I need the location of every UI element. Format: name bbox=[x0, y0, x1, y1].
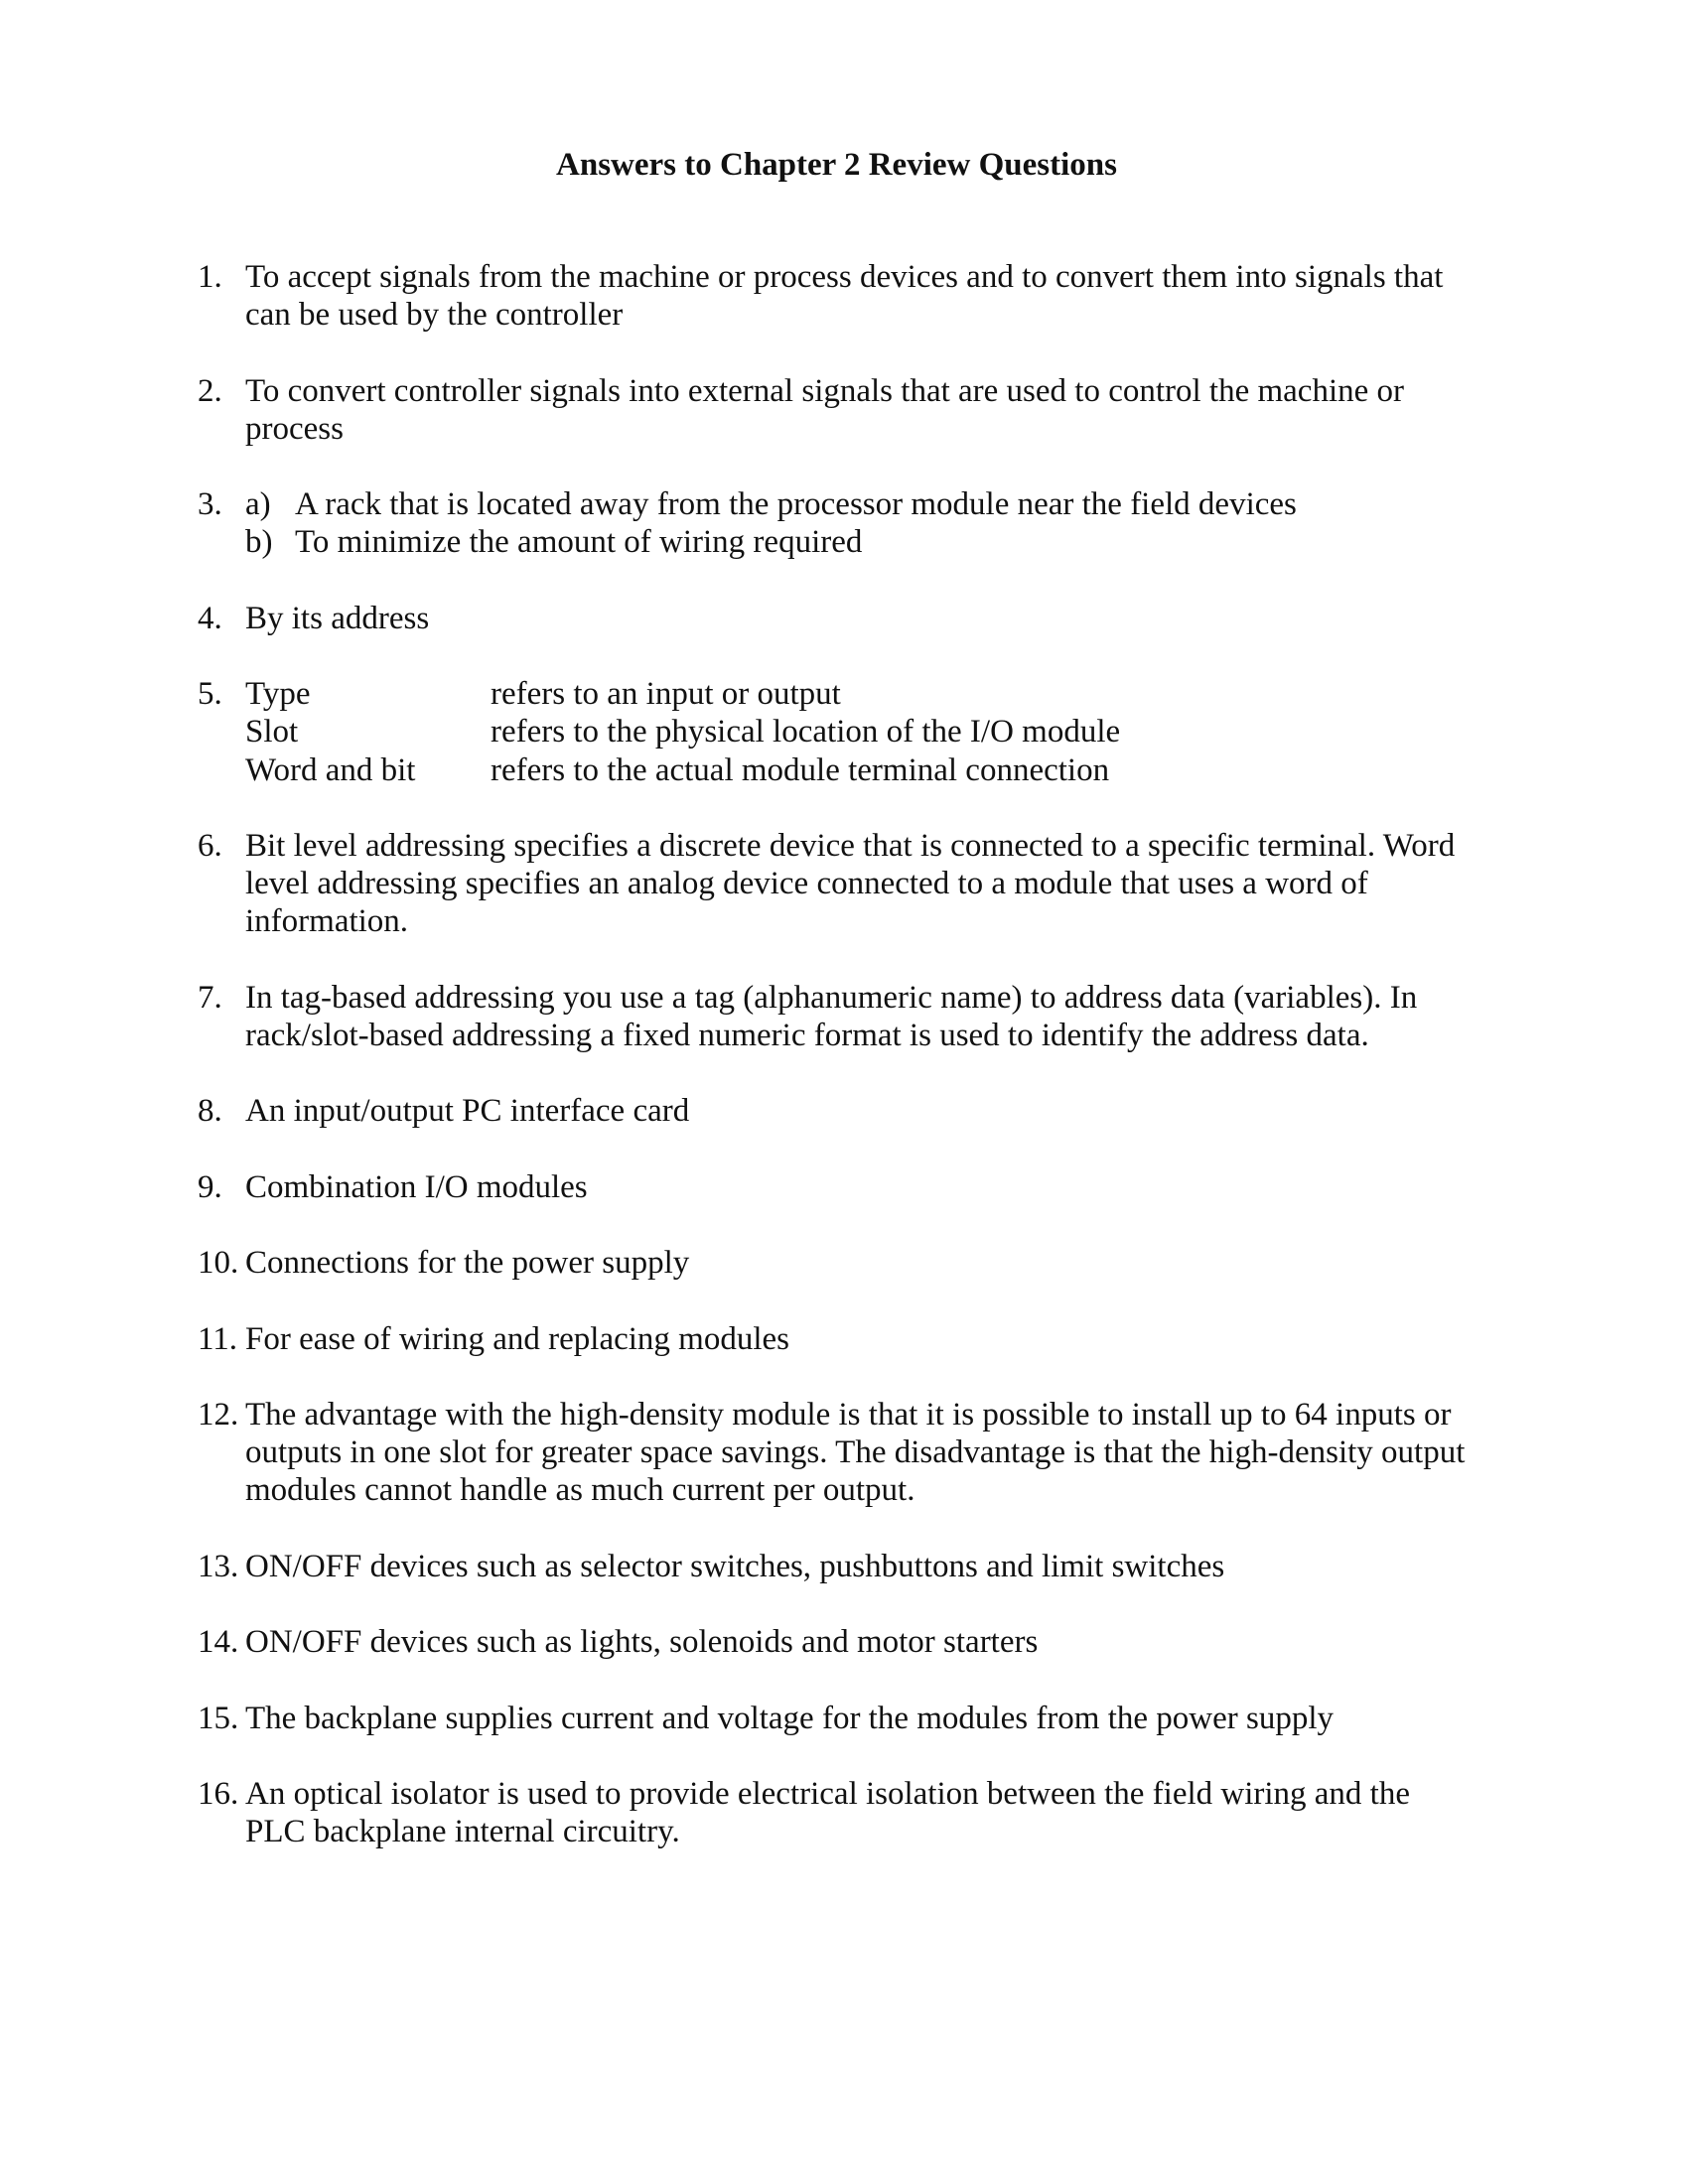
term-description: refers to the physical location of the I/O module bbox=[491, 714, 1121, 751]
answer-line: To accept signals from the machine or process devices and to convert them into signals that bbox=[245, 259, 1444, 295]
answer-number: 10. bbox=[198, 1245, 239, 1282]
answer-item bbox=[198, 1168, 1488, 1206]
answer-line: By its address bbox=[245, 600, 430, 636]
answer-item bbox=[198, 1396, 1488, 1510]
answer-line: can be used by the controller bbox=[245, 297, 624, 334]
answer-number: 15. bbox=[198, 1700, 239, 1736]
answer-item bbox=[198, 1700, 1488, 1737]
answer-item bbox=[198, 1244, 1488, 1282]
answer-number: 9. bbox=[198, 1168, 222, 1205]
answer-line: An input/output PC interface card bbox=[245, 1093, 690, 1130]
answer-item bbox=[198, 675, 1488, 789]
answer-line: The advantage with the high-density module is that it is possible to install up to 64 inputs or bbox=[245, 1396, 1452, 1433]
answer-line: modules cannot handle as much current per output. bbox=[245, 1472, 915, 1509]
term-name: Type bbox=[245, 676, 311, 713]
subpart-text: A rack that is located away from the processor module near the field devices bbox=[295, 486, 1297, 523]
answer-number: 14. bbox=[198, 1624, 239, 1661]
answer-item bbox=[198, 1548, 1488, 1585]
answer-line: An optical isolator is used to provide electrical isolation between the field wiring and the bbox=[245, 1775, 1410, 1812]
answer-item bbox=[198, 827, 1488, 941]
answer-number: 13. bbox=[198, 1548, 239, 1584]
answer-line: ON/OFF devices such as lights, solenoids and motor starters bbox=[245, 1624, 1039, 1661]
answer-line: information. bbox=[245, 903, 409, 940]
answer-number: 3. bbox=[198, 486, 222, 523]
answer-number: 7. bbox=[198, 979, 222, 1016]
answer-subpart bbox=[245, 485, 1488, 523]
answer-subpart bbox=[245, 523, 1488, 561]
term-description: refers to the actual module terminal connection bbox=[491, 751, 1110, 788]
answer-item bbox=[198, 485, 1488, 561]
answer-line: outputs in one slot for greater space savings. The disadvantage is that the high-density output bbox=[245, 1434, 1466, 1471]
page-title: Answers to Chapter 2 Review Questions bbox=[556, 147, 1117, 183]
answer-item bbox=[198, 258, 1488, 334]
subpart-label: a) bbox=[245, 486, 271, 523]
answer-line: In tag-based addressing you use a tag (alphanumeric name) to address data (variables). In bbox=[245, 979, 1418, 1016]
answer-item bbox=[198, 600, 1488, 637]
answer-number: 1. bbox=[198, 259, 222, 295]
answer-line: ON/OFF devices such as selector switches, pushbuttons and limit switches bbox=[245, 1548, 1225, 1584]
answer-line: For ease of wiring and replacing modules bbox=[245, 1320, 790, 1357]
subpart-text: To minimize the amount of wiring required bbox=[295, 524, 863, 561]
answer-item bbox=[198, 1775, 1488, 1850]
answer-item bbox=[198, 979, 1488, 1054]
term-row bbox=[245, 751, 1488, 789]
answer-line: The backplane supplies current and voltage for the modules from the power supply bbox=[245, 1700, 1335, 1736]
term-row bbox=[245, 713, 1488, 751]
answer-line: level addressing specifies an analog device connected to a module that uses a word of bbox=[245, 866, 1368, 902]
answer-number: 2. bbox=[198, 372, 222, 409]
answer-item bbox=[198, 1623, 1488, 1661]
answer-line: To convert controller signals into external signals that are used to control the machine or bbox=[245, 372, 1405, 409]
answer-number: 8. bbox=[198, 1093, 222, 1130]
term-name: Slot bbox=[245, 714, 299, 751]
answer-line: rack/slot-based addressing a fixed numeric format is used to identify the address data. bbox=[245, 1017, 1369, 1053]
answer-item bbox=[198, 372, 1488, 448]
answer-number: 11. bbox=[198, 1320, 238, 1357]
subpart-label: b) bbox=[245, 524, 273, 561]
answer-line: PLC backplane internal circuitry. bbox=[245, 1814, 680, 1850]
answer-line: Combination I/O modules bbox=[245, 1168, 588, 1205]
answer-item bbox=[198, 1092, 1488, 1130]
term-name: Word and bit bbox=[245, 751, 416, 788]
answer-item bbox=[198, 1320, 1488, 1358]
answer-line: process bbox=[245, 410, 344, 447]
answer-number: 5. bbox=[198, 676, 222, 713]
answer-number: 16. bbox=[198, 1775, 239, 1812]
answer-number: 4. bbox=[198, 600, 222, 636]
answer-number: 6. bbox=[198, 827, 222, 864]
answer-number: 12. bbox=[198, 1396, 239, 1433]
term-description: refers to an input or output bbox=[491, 676, 841, 713]
answer-list bbox=[198, 258, 1488, 1888]
answer-line: Bit level addressing specifies a discrete device that is connected to a specific terminal. Word bbox=[245, 827, 1456, 864]
answer-line: Connections for the power supply bbox=[245, 1245, 690, 1282]
term-row bbox=[245, 675, 1488, 713]
